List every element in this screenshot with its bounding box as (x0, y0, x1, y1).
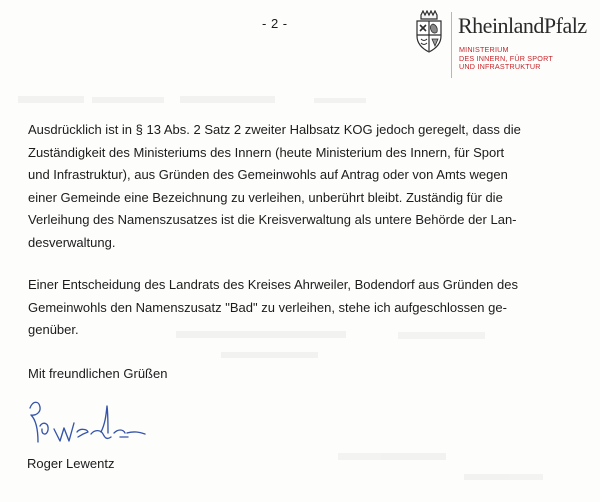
signer-name: Roger Lewentz (27, 456, 115, 471)
state-logo (412, 10, 596, 80)
paragraph-jurisdiction (28, 119, 558, 254)
logo-divider (451, 12, 452, 78)
text-line: und Infrastruktur), aus Gründen des Gemeinwohls auf Antrag oder von Amts wegen (28, 167, 508, 182)
ministry-line: MINISTERIUM (459, 45, 509, 54)
text-line: desverwaltung. (28, 234, 116, 250)
text-line: genüber. (28, 322, 79, 337)
handwritten-signature (25, 396, 157, 450)
ministry-line: DES INNERN, FÜR SPORT (459, 53, 553, 63)
letter-body (28, 119, 558, 342)
text-line: Einer Entscheidung des Landrats des Kreises Ahrweiler, Bodendorf aus Gründen des (28, 277, 518, 292)
text-line: Verleihung des Namenszusatzes ist die Kreisverwaltung als untere Behörde der Lan- (28, 212, 517, 227)
coat-of-arms-icon (412, 10, 446, 54)
ministry-line: UND INFRASTRUKTUR (459, 62, 541, 72)
text-line: Gemeinwohls den Namenszusatz "Bad" zu verleihen, stehe ich aufgeschlossen ge- (28, 299, 507, 315)
rheinland-pfalz-wordmark: RheinlandPfalz (458, 13, 587, 38)
text-line: einer Gemeinde eine Bezeichnung zu verleihen, unberührt bleibt. Zuständig für die (28, 189, 503, 205)
page-number: - 2 - (262, 16, 288, 31)
paragraph-decision (28, 274, 558, 342)
closing-salutation: Mit freundlichen Grüßen (28, 366, 168, 381)
text-line: Ausdrücklich ist in § 13 Abs. 2 Satz 2 zweiter Halbsatz KOG jedoch geregelt, dass die (28, 122, 521, 137)
text-line: Zuständigkeit des Ministeriums des Innern (heute Ministerium des Innern, für Sport (28, 144, 505, 160)
ministry-name (459, 46, 553, 72)
